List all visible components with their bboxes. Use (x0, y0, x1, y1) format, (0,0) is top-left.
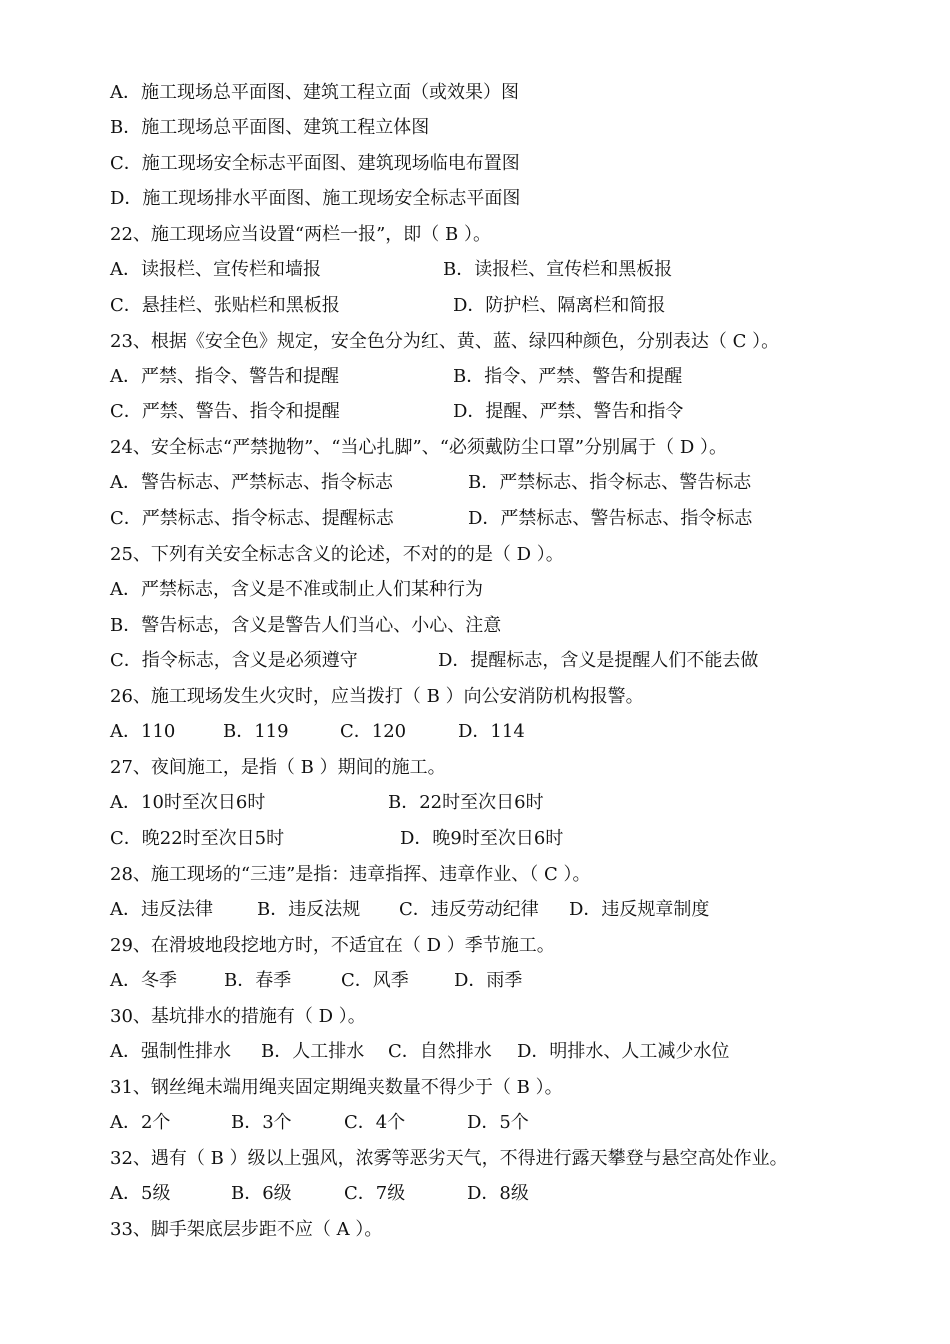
answer-option: B．指令、严禁、警告和提醒 (453, 366, 683, 387)
line-text: A．施工现场总平面图、建筑工程立面（或效果）图 (110, 82, 519, 103)
answer-option: A．10时至次日6时 (110, 792, 266, 813)
answer-option: C．严禁、警告、指令和提醒 (110, 401, 340, 422)
answer-option: D．提醒、严禁、警告和指令 (453, 401, 684, 422)
answer-option: A．110 (110, 721, 176, 742)
answer-option: B．119 (223, 721, 289, 742)
answer-option: C．违反劳动纪律 (399, 899, 539, 920)
answer-option: D．114 (458, 721, 525, 742)
line-text: 33、脚手架底层步距不应（ A ）。 (110, 1219, 383, 1240)
answer-option: A．2个 (110, 1112, 171, 1133)
answer-option: D．防护栏、隔离栏和简报 (453, 295, 666, 316)
line-text: 28、施工现场的“三违”是指：违章指挥、违章作业、（ C ）。 (110, 864, 591, 885)
answer-option: C．风季 (341, 970, 409, 991)
answer-option: A．冬季 (110, 970, 177, 991)
line-text: 25、下列有关安全标志含义的论述，不对的的是（ D ）。 (110, 544, 564, 565)
answer-option: C．晚22时至次日5时 (110, 828, 285, 849)
answer-option: D．雨季 (454, 970, 523, 991)
line-text: 22、施工现场应当设置“两栏一报”，即（ B ）。 (110, 224, 491, 245)
line-text: 31、钢丝绳未端用绳夹固定期绳夹数量不得少于（ B ）。 (110, 1077, 563, 1098)
answer-option: C．4个 (344, 1112, 406, 1133)
line-text: C．施工现场安全标志平面图、建筑现场临电布置图 (110, 153, 520, 174)
answer-option: A．强制性排水 (110, 1041, 231, 1062)
answer-option: D．5个 (467, 1112, 529, 1133)
answer-option: B．读报栏、宣传栏和黑板报 (443, 259, 673, 280)
answer-option: D．8级 (467, 1183, 529, 1204)
line-text: 30、基坑排水的措施有（ D ）。 (110, 1006, 366, 1027)
answer-option: B．6级 (231, 1183, 292, 1204)
answer-option: D．晚9时至次日6时 (400, 828, 564, 849)
answer-option: A．违反法律 (110, 899, 213, 920)
answer-option: D．违反规章制度 (569, 899, 710, 920)
line-text: D．施工现场排水平面图、施工现场安全标志平面图 (110, 188, 521, 209)
line-text: 24、安全标志“严禁抛物”、“当心扎脚”、“必须戴防尘口罩”分别属于（ D ）。 (110, 437, 727, 458)
answer-option: B．违反法规 (257, 899, 361, 920)
answer-option: C．7级 (344, 1183, 406, 1204)
answer-option: C．自然排水 (388, 1041, 492, 1062)
line-text: 26、施工现场发生火灾时，应当拨打（ B ）向公安消防机构报警。 (110, 686, 644, 707)
line-text: 29、在滑坡地段挖地方时，不适宜在（ D ）季节施工。 (110, 935, 555, 956)
answer-option: B．春季 (224, 970, 292, 991)
line-text: A．严禁标志，含义是不准或制止人们某种行为 (110, 579, 483, 600)
answer-option: B．22时至次日6时 (388, 792, 544, 813)
answer-option: A．读报栏、宣传栏和墙报 (110, 259, 321, 280)
answer-option: A．严禁、指令、警告和提醒 (110, 366, 339, 387)
answer-option: D．严禁标志、警告标志、指令标志 (468, 508, 753, 529)
answer-option: B．严禁标志、指令标志、警告标志 (468, 472, 752, 493)
line-text: 32、遇有（ B ）级以上强风，浓雾等恶劣天气，不得进行露天攀登与悬空高处作业。 (110, 1148, 788, 1169)
answer-option: A．5级 (110, 1183, 171, 1204)
answer-option: C．悬挂栏、张贴栏和黑板报 (110, 295, 340, 316)
line-text: B．施工现场总平面图、建筑工程立体图 (110, 117, 430, 138)
answer-option: C．120 (340, 721, 407, 742)
line-text: B．警告标志，含义是警告人们当心、小心、注意 (110, 615, 502, 636)
answer-option: D．明排水、人工减少水位 (517, 1041, 730, 1062)
answer-option: A．警告标志、严禁标志、指令标志 (110, 472, 393, 493)
answer-option: B．人工排水 (261, 1041, 365, 1062)
answer-option: C．严禁标志、指令标志、提醒标志 (110, 508, 394, 529)
answer-option: C．指令标志，含义是必须遵守 (110, 650, 358, 671)
answer-option: D．提醒标志，含义是提醒人们不能去做 (438, 650, 759, 671)
line-text: 27、夜间施工，是指（ B ）期间的施工。 (110, 757, 446, 778)
answer-option: B．3个 (231, 1112, 292, 1133)
line-text: 23、根据《安全色》规定，安全色分为红、黄、蓝、绿四种颜色，分别表达（ C ）。 (110, 331, 780, 352)
